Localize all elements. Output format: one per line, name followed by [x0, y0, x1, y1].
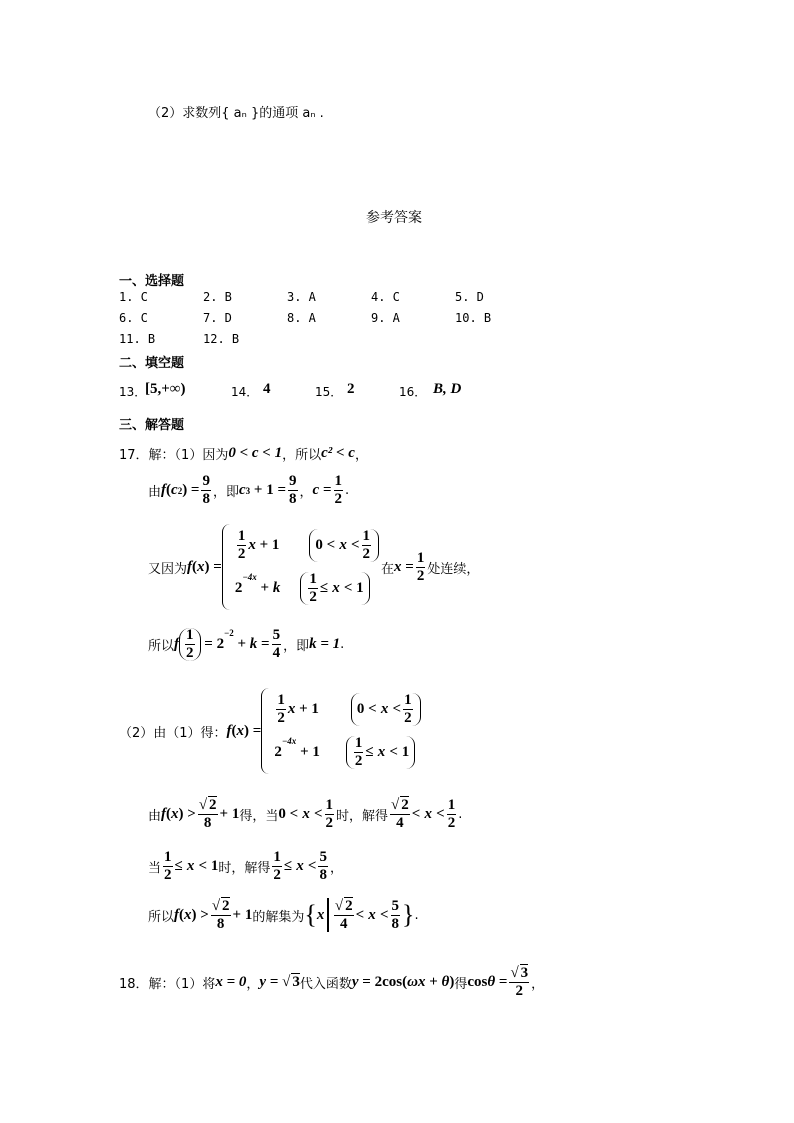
p17-line2: 由 f ( c 2 ) = $\frac{9}{8}$ ，即 c 3 + 1 = $\frac{9}{8}$ ， c = $\frac{1}{2}$ . [148, 473, 350, 507]
choice-3: 3. A [287, 290, 316, 304]
section1-title: 一、选择题 [119, 274, 185, 289]
answer-title: 参考答案 [366, 210, 422, 226]
choice-5: 5. D [455, 290, 484, 304]
p17-ineq: c² < c [321, 445, 355, 461]
p18-line1: 18．解：（1）将 x = 0 ， y = √ 3 代入函数 y = 2cos( ωx + θ ) 得 cos θ = $\frac{√ 3}{2}$ ， [119, 965, 545, 999]
p17-part2: （2）由（1）得： f ( x ) = $\frac{1}{2}$ x + 1 0 < x < $\frac{1}{2}$ 2 $^{-4x}$ + 1 $\frac{1}{2}$ ≤ x < 1 [119, 688, 421, 774]
fill-13-num: 13． [119, 385, 147, 399]
fill-16-num: 16． [399, 385, 427, 399]
p17-intro: 17．解：（1）因为 [119, 448, 229, 463]
p17-cond: 0 < c < 1 [228, 445, 283, 461]
p17-so: ，所以 [282, 448, 322, 463]
fill-14-num: 14． [231, 385, 259, 399]
section2-title: 二、填空题 [119, 356, 185, 371]
fill-16-ans: B, D [433, 381, 462, 397]
fill-answers [119, 381, 519, 401]
choice-6: 6. C [119, 311, 148, 325]
p17-line7: 所以 f ( x ) > $\frac{√ 2}{8}$ + 1 的解集为 { x $\frac{√ 2}{4}$ < x < $\frac{5}{8}$ } . [148, 897, 419, 932]
fill-15-num: 15． [315, 385, 343, 399]
question-2-line: （2）求数列{ aₙ }的通项 aₙ . [148, 106, 324, 121]
choice-12: 12. B [203, 332, 240, 346]
p17-line5: 由 f ( x ) > $\frac{√ 2}{8}$ + 1 得，当 0 < x < $\frac{1}{2}$ 时，解得 $\frac{√ 2}{4}$ < x < $\frac{1}{2}$ . [148, 797, 463, 831]
choice-answers [119, 290, 519, 353]
p17-line6: 当 $\frac{1}{2}$ ≤ x < 1 时，解得 $\frac{1}{2}$ ≤ x < $\frac{5}{8}$ ， [148, 849, 343, 883]
p17-line1: 17．解：（1）因为 0 < c < 1 ，所以 c² < c ， [119, 445, 368, 463]
section3-title: 三、解答题 [119, 418, 185, 433]
fill-13-ans: [5,+∞) [145, 381, 186, 397]
choice-2: 2. B [203, 290, 232, 304]
p17-line3: 又因为 f ( x ) = $\frac{1}{2}$ x + 1 0 < x < $\frac{1}{2}$ 2 $^{-4x}$ + k $\frac{1}{2}$ ≤ x < 1 在 x = $\frac{1}{2}$ 处连续， [148, 524, 479, 610]
choice-7: 7. D [203, 311, 232, 325]
choice-8: 8. A [287, 311, 316, 325]
p17-line4: 所以 f $\frac{1}{2}$ = 2 $^{-2}$ + k = $\frac{5}{4}$ ，即 k = 1 . [148, 627, 345, 661]
fill-15-ans: 2 [347, 381, 355, 397]
choice-11: 11. B [119, 332, 156, 346]
choice-1: 1. C [119, 290, 148, 304]
fill-14-ans: 4 [263, 381, 271, 397]
choice-9: 9. A [371, 311, 400, 325]
choice-4: 4. C [371, 290, 400, 304]
choice-10: 10. B [455, 311, 492, 325]
